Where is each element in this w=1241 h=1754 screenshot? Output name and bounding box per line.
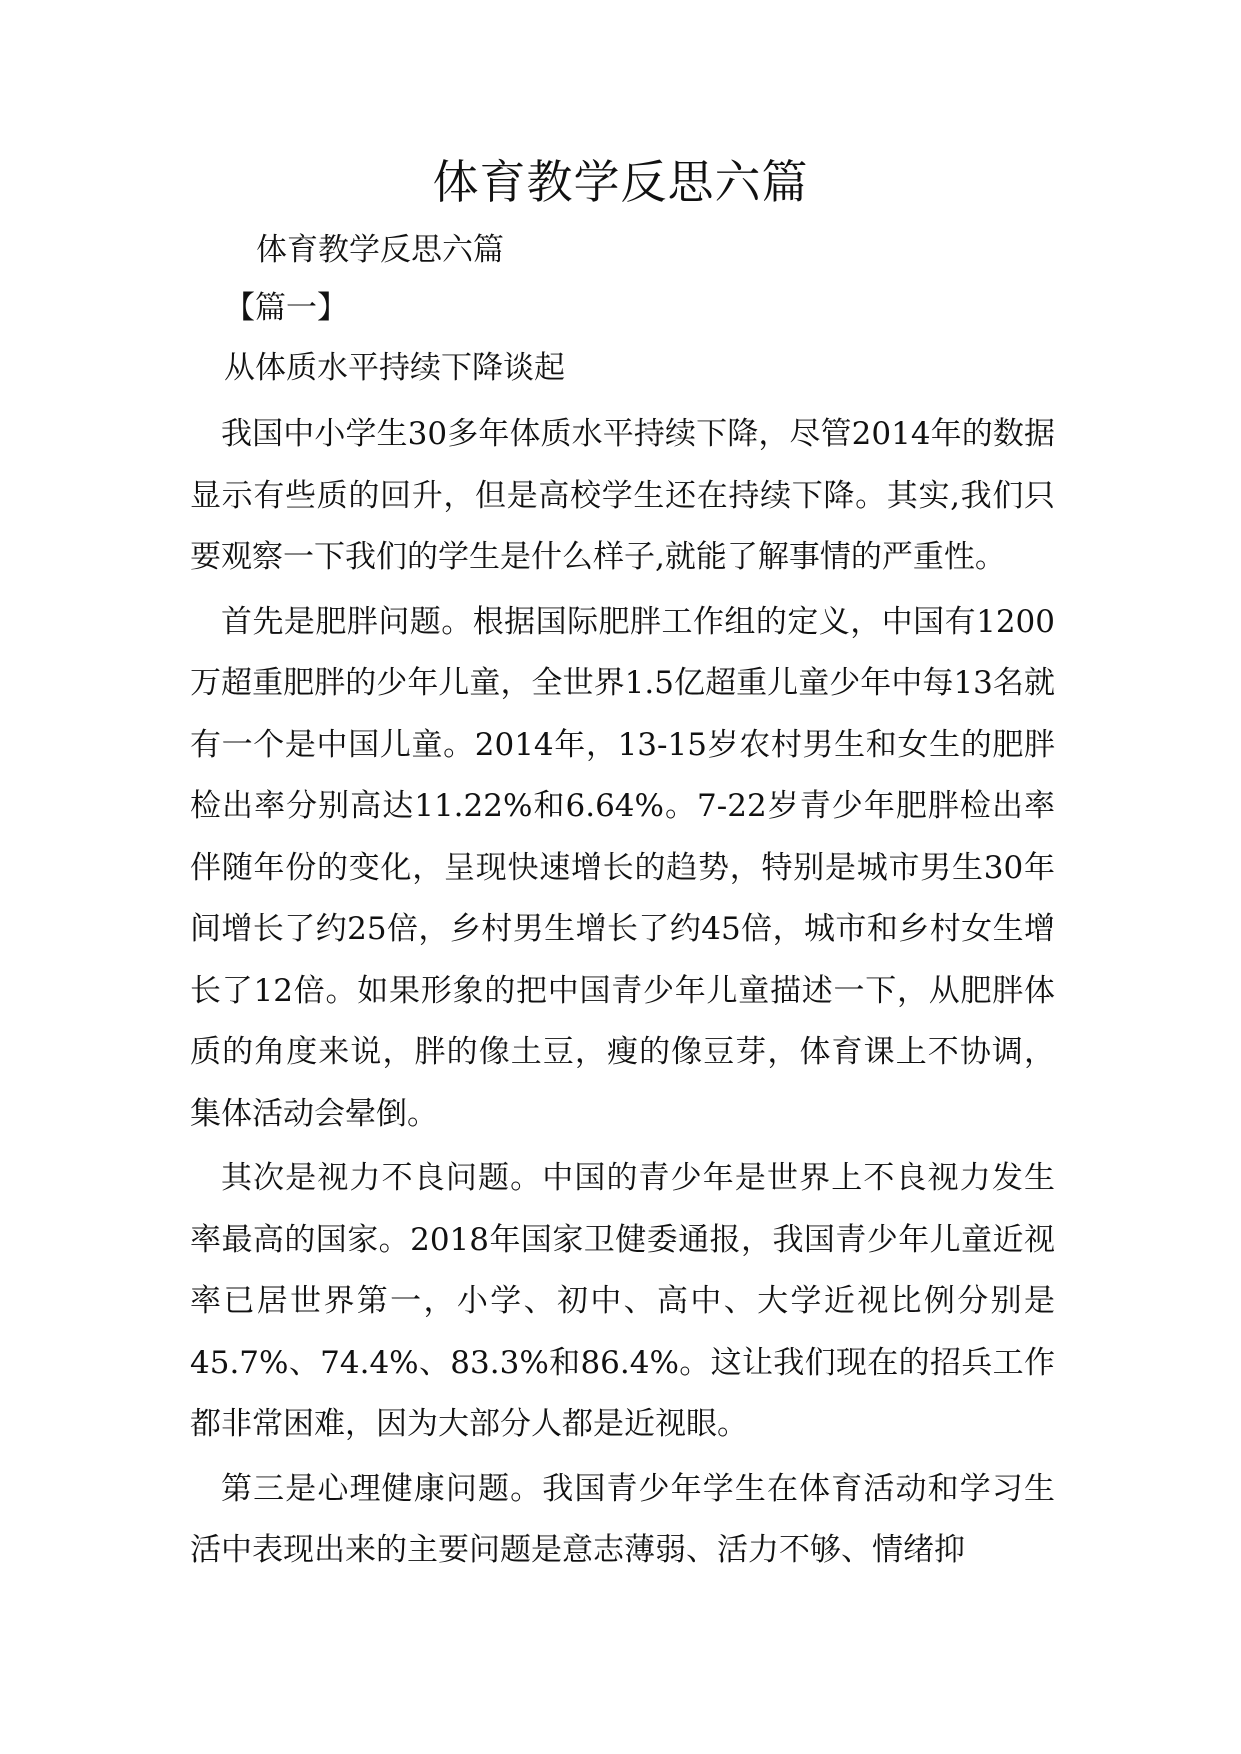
- paragraph: 我国中小学生30多年体质水平持续下降，尽管2014年的数据显示有些质的回升，但是高校学生还在持续下降。其实,我们只要观察一下我们的学生是什么样子,就能了解事情的严重性。: [190, 416, 1055, 575]
- section-heading: 从体质水平持续下降谈起: [224, 350, 565, 386]
- paragraph: 其次是视力不良问题。中国的青少年是世界上不良视力发生率最高的国家。2018年国家卫健委通报，我国青少年儿童近视率已居世界第一，小学、初中、高中、大学近视比例分别是45.7%、74.4%、83.3%和86.4%。这让我们现在的招兵工作都非常困难，因为大部分人都是近视眼。: [190, 1160, 1055, 1442]
- section-marker: 【篇一】: [224, 290, 348, 326]
- paragraph: 首先是肥胖问题。根据国际肥胖工作组的定义，中国有1200万超重肥胖的少年儿童，全世界1.5亿超重儿童少年中每13名就有一个是中国儿童。2014年，13-15岁农村男生和女生的肥胖检出率分别高达11.22%和6.64%。7-22岁青少年肥胖检出率伴随年份的变化，呈现快速增长的趋势，特别是城市男生30年间增长了约25倍，乡村男生增长了约45倍，城市和乡村女生增长了12倍。如果形象的把中国青少年儿童描述一下，从肥胖体质的角度来说，胖的像土豆，瘦的像豆芽，体育课上不协调，集体活动会晕倒。: [190, 603, 1055, 1132]
- document-title: 体育教学反思六篇: [432, 155, 809, 209]
- body-text: [190, 404, 1055, 1582]
- document-subtitle: 体育教学反思六篇: [256, 232, 504, 268]
- paragraph: 第三是心理健康问题。我国青少年学生在体育活动和学习生活中表现出来的主要问题是意志薄弱、活力不够、情绪抑: [190, 1470, 1055, 1568]
